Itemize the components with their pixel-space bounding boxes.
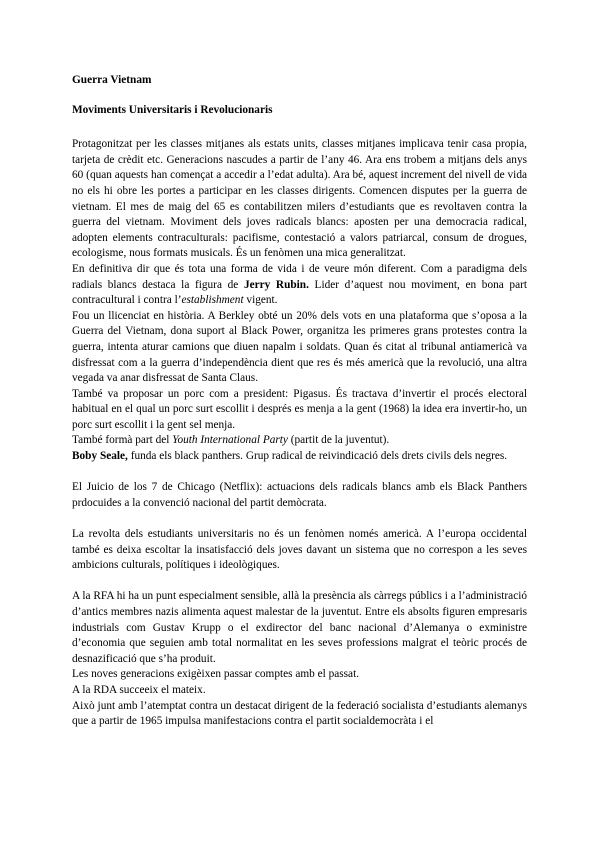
text-run: També formà part del [72, 434, 173, 447]
paragraph-generations: Les noves generacions exigèixen passar comptes amb el passat. [72, 668, 360, 681]
section-heading: Moviments Universitaris i Revolucionaris [72, 103, 273, 116]
document-body [72, 73, 527, 730]
italic-party-name: Youth International Party [172, 434, 288, 447]
bold-name-jerry-rubin: Jerry Rubin. [243, 278, 309, 291]
paragraph-jerry-rubin [72, 262, 527, 309]
text-run: En definitiva dir que és tota una forma de vida i de veure món diferent. Com a paradigma dels radials blancs destaca la figura de [72, 262, 527, 291]
paragraph-rfa: A la RFA hi ha un punt especialment sensible, allà la presència als càrregs públics i a l’administració d’antics membres nazis alimenta aquest malestar de la juventut. Entre els absolts figuren empresaris industrials com Gustav Krupp o el exdirector del banc nacional d’Alemanya o exministre d’economia que seguien amb total normalitat en les seves professions malgrat el teòric procés de desnazificació que s’ha produit. [72, 590, 527, 665]
paragraph-youth-party [72, 433, 527, 449]
paragraph-europe: La revolta dels estudiants universitaris no és un fenòmen només americà. A l’europa occidental també es deixa escoltar la insatisfacció dels joves davant un sistema que no correspon a les seves ambicions culturals, polítiques i ideològiques. [72, 528, 527, 572]
paragraph-chicago-7: El Juicio de los 7 de Chicago (Netflix): actuacions dels radicals blancs amb els Black Panthers prdocuides a la convenció nacional del partit demòcrata. [72, 481, 527, 509]
paragraph-intro: Protagonitzat per les classes mitjanes als estats units, classes mitjanes implicava tenir casa propia, tarjeta de crèdit etc. Generacions nascudes a partir de l’any 46. Ara ens trobem a mitjans dels anys 60 (quan aquests han començat a accedir a l’edat adulta). Ara bé, aquest increment del nivell de vida no els hi obre les portes a participar en les classes dirigents. Comencen disputes per la guerra de vietnam. El mes de maig del 65 es contabilitzen milers d’estudiants que es revoltaven contra la guerra del vietnam. Moviment dels joves radicals blancs: aposten per una democracia radical, adopten elements contraculturals: pacifisme, contestació a valors patriarcal, consum de drogues, ecologisme, nous formats musicals. És un fenòmen una mica generalitzat. [72, 138, 527, 260]
bold-name-boby-seale: Boby Seale, [72, 450, 128, 463]
text-run: (partit de la juventut). [287, 434, 390, 447]
italic-term-establishment: establishment [181, 294, 244, 307]
paragraph-pigasus: També va proposar un porc com a president: Pigasus. És tractava d’invertir el procés electoral habitual en el qual un porc surt escollit i després es menja a la gent (1968) la idea era invertir-ho, un porc surt escollit i la gent sel menja. [72, 387, 527, 431]
paragraph-boby-seale [72, 449, 527, 465]
document-title: Guerra Vietnam [72, 74, 152, 86]
paragraph-rda: A la RDA succeeix el mateix. [72, 683, 206, 696]
paragraph-attack: Això junt amb l’atemptat contra un destacat dirigent de la federació socialista d’estudiants alemanys que a partir de 1965 impulsa manifestacions contra el partit socialdemocràta i el [72, 699, 527, 728]
paragraph-berkley: Fou un llicenciat en història. A Berkley obté un 20% dels vots en una plataforma que s’oposa a la Guerra del Vietnam, dona suport al Black Power, organitza les primeres grans protestes contra la guerra, intenta aturar camions que diuen napalm i soldats. Quan és citat al tribunal antiamericà va disfressat com a la guerra d’independència dient que res és més americà que la revolució, una altra vegada va anar disfressat de Santa Claus. [72, 309, 527, 385]
text-run: funda els black panthers. Grup radical de reivindicació dels drets civils dels negres. [127, 450, 508, 463]
text-run: Lider d’aquest nou moviment, en bona part contracultural i contra l’ [72, 278, 527, 307]
text-run: vigent. [243, 294, 278, 307]
